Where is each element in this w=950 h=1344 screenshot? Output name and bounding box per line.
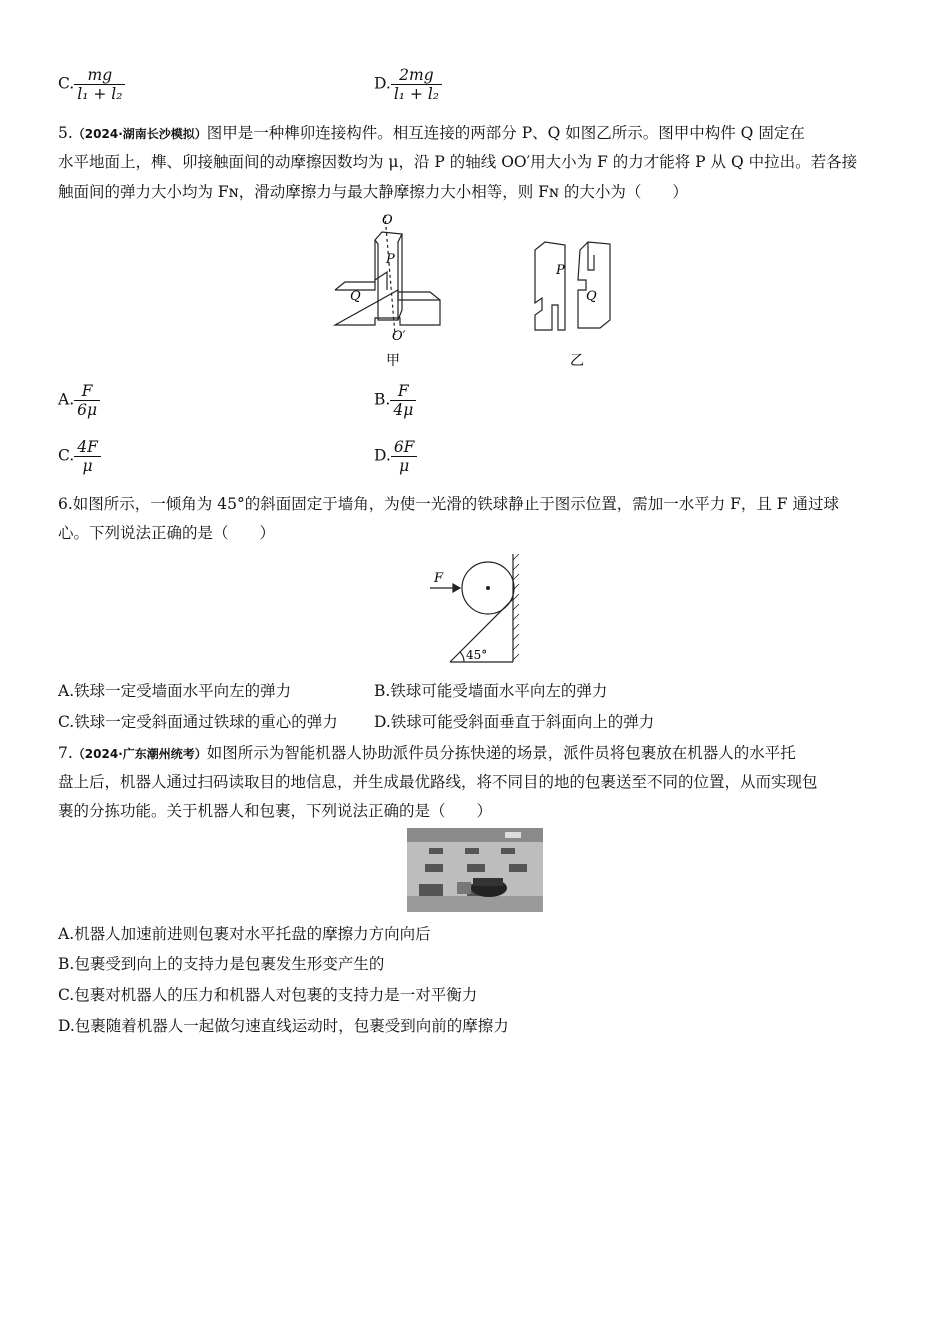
q4-option-d[interactable]: D. $\frac{2mg}{\text{l₁ + l₂}}$ (374, 66, 442, 103)
fraction: $\frac{mg}{\text{l₁ + l₂}}$ (74, 66, 125, 103)
q6-stem-line2: 心。下列说法正确的是（ ） (58, 524, 276, 542)
q7-option-b[interactable]: B.包裹受到向上的支持力是包裹发生形变产生的 (58, 955, 385, 973)
q4-option-c[interactable]: C. $\frac{mg}{\text{l₁ + l₂}}$ (58, 66, 125, 103)
q7-option-a[interactable]: A.机器人加速前进则包裹对水平托盘的摩擦力方向向后 (58, 925, 431, 943)
fraction: $\frac{F}{6\mu}$ (74, 382, 100, 419)
q5-option-a[interactable]: A. $\frac{F}{6\mu}$ (58, 382, 100, 419)
q5-stem-line1: 5.（2024·湖南长沙模拟）图甲是一种榫卯连接构件。相互连接的两部分 P、Q 如图乙所示。图甲中构件 Q 固定在 (58, 124, 805, 142)
fraction: $\frac{4F}{\mu}$ (74, 438, 101, 475)
fraction: $\frac{6F}{\mu}$ (391, 438, 418, 475)
label-Q: Q (350, 289, 361, 304)
q6-stem-line1: 6.如图所示，一倾角为 45°的斜面固定于墙角，为使一光滑的铁球静止于图示位置，需加一水平力 F，且 F 通过球 (58, 495, 839, 513)
q5-stem-line3: 触面间的弹力大小均为 Fɴ，滑动摩擦力与最大静摩擦力大小相等，则 Fɴ 的大小为（ ） (58, 183, 688, 201)
q5-option-c[interactable]: C. $\frac{4F}{\mu}$ (58, 438, 101, 475)
label-O-prime: O′ (392, 329, 406, 344)
label-angle: 45° (466, 648, 488, 662)
fraction: $\frac{F}{4\mu}$ (390, 382, 416, 419)
robot-photo (407, 828, 543, 912)
q5-option-b[interactable]: B. $\frac{F}{4\mu}$ (374, 382, 416, 419)
label-Q2: Q (586, 289, 597, 304)
source-tag: （2024·湖南长沙模拟） (72, 127, 207, 141)
q7-stem-line2: 盘上后，机器人通过扫码读取目的地信息，并生成最优路线，将不同目的地的包裹送至不同的位置，从而实现包 (58, 773, 818, 791)
caption-yi: 乙 (570, 353, 584, 369)
q7-stem-line1: 7.（2024·广东潮州统考）如图所示为智能机器人协助派件员分拣快递的场景，派件员将包裹放在机器人的水平托 (58, 744, 796, 762)
q6-option-b[interactable]: B.铁球可能受墙面水平向左的弹力 (374, 682, 608, 700)
mortise-tenon-figure (330, 210, 620, 375)
q6-option-d[interactable]: D.铁球可能受斜面垂直于斜面向上的弹力 (374, 713, 655, 731)
q5-stem-line2: 水平地面上，榫、卯接触面间的动摩擦因数均为 μ，沿 P 的轴线 OO′用大小为 F 的力才能将 P 从 Q 中拉出。若各接 (58, 153, 858, 171)
label-O: O (382, 213, 393, 228)
q7-option-c[interactable]: C.包裹对机器人的压力和机器人对包裹的支持力是一对平衡力 (58, 986, 478, 1004)
iron-ball-figure (420, 552, 530, 667)
label-F: F (434, 571, 444, 586)
label-P2: P (556, 263, 565, 278)
q6-option-a[interactable]: A.铁球一定受墙面水平向左的弹力 (58, 682, 292, 700)
fraction: $\frac{2mg}{\text{l₁ + l₂}}$ (391, 66, 442, 103)
q7-stem-line3: 裹的分拣功能。关于机器人和包裹，下列说法正确的是（ ） (58, 802, 493, 820)
robot-photo-illustration (407, 828, 543, 912)
source-tag: （2024·广东潮州统考） (72, 747, 207, 761)
q7-option-d[interactable]: D.包裹随着机器人一起做匀速直线运动时，包裹受到向前的摩擦力 (58, 1017, 509, 1035)
label-P: P (386, 252, 395, 267)
caption-jia: 甲 (386, 353, 400, 369)
q6-option-c[interactable]: C.铁球一定受斜面通过铁球的重心的弹力 (58, 713, 338, 731)
q5-option-d[interactable]: D. $\frac{6F}{\mu}$ (374, 438, 417, 475)
